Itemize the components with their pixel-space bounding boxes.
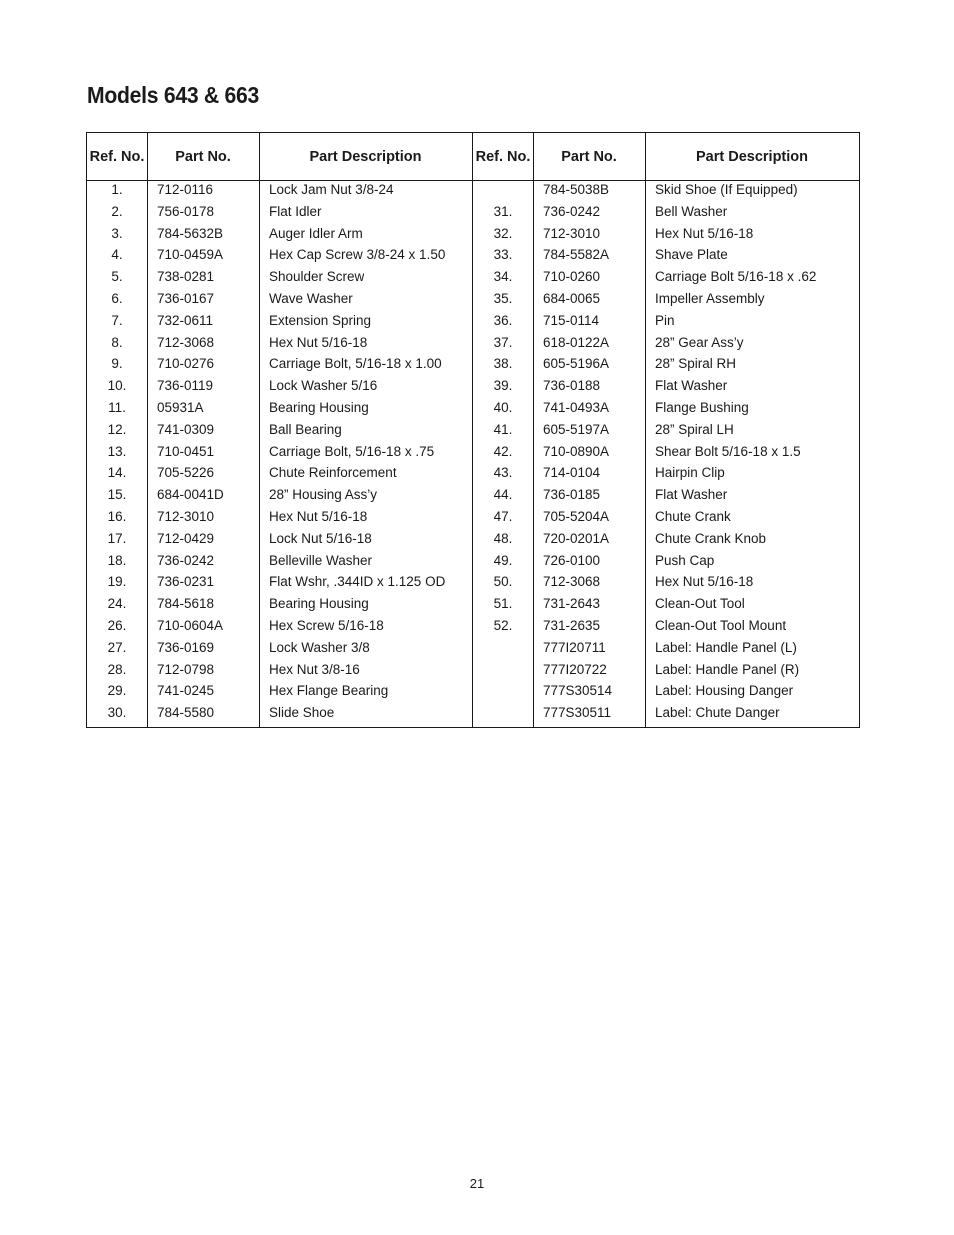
part-description-cell: Bearing Housing <box>269 399 369 415</box>
table-row <box>473 421 859 443</box>
ref-no-cell: 29. <box>107 683 127 699</box>
part-no-cell: 741-0245 <box>157 683 215 699</box>
table-row <box>87 704 472 726</box>
table-row <box>87 203 472 225</box>
table-row <box>473 246 859 268</box>
part-no-cell: 705-5204A <box>543 508 610 524</box>
part-no-cell: 712-3010 <box>543 225 601 241</box>
ref-no-cell: 39. <box>493 378 513 394</box>
part-description-cell: Label: Handle Panel (R) <box>655 661 800 677</box>
part-no-cell: 684-0065 <box>543 290 601 306</box>
part-no-cell: 784-5038B <box>543 182 610 197</box>
ref-no-cell: 31. <box>493 203 513 219</box>
table-body <box>473 181 859 726</box>
part-description-cell: Belleville Washer <box>269 552 373 568</box>
table-row <box>87 639 472 661</box>
ref-no-cell: 37. <box>493 334 513 350</box>
part-description-cell: Wave Washer <box>269 290 353 306</box>
part-description-cell: Label: Housing Danger <box>655 683 794 699</box>
part-description-cell: 28” Spiral RH <box>655 356 737 372</box>
ref-no-cell: 17. <box>107 530 127 546</box>
part-no-cell: 712-0798 <box>157 661 215 677</box>
ref-no-cell: 19. <box>107 574 127 590</box>
ref-no-cell: 49. <box>493 552 513 568</box>
ref-no-cell: 7. <box>111 312 123 328</box>
ref-no-cell: 50. <box>493 574 513 590</box>
ref-no-cell: 32. <box>493 225 513 241</box>
part-no-cell: 712-0116 <box>157 182 214 197</box>
page-title: Models 643 & 663 <box>87 82 260 108</box>
ref-no-cell: 47. <box>493 508 513 524</box>
part-no-cell: 756-0178 <box>157 203 215 219</box>
table-row <box>87 682 472 704</box>
part-no-cell: 05931A <box>157 399 204 415</box>
ref-no-cell: 1. <box>111 182 123 197</box>
ref-no-cell: 44. <box>493 487 513 503</box>
table-row <box>473 661 859 683</box>
ref-no-cell: 5. <box>111 269 123 285</box>
part-description-cell: Slide Shoe <box>269 705 335 721</box>
part-description-cell: Clean-Out Tool Mount <box>655 617 787 633</box>
part-description-cell: Flat Wshr, .344ID x 1.125 OD <box>269 574 446 590</box>
part-description-cell: Pin <box>655 312 675 328</box>
part-description-cell: Hex Nut 3/8-16 <box>269 661 360 677</box>
part-description-cell: 28” Spiral LH <box>655 421 734 437</box>
table-row <box>473 486 859 508</box>
part-no-cell: 710-0451 <box>157 443 215 459</box>
part-no-cell: 618-0122A <box>543 334 610 350</box>
table-body <box>87 181 472 726</box>
part-description-cell: Label: Handle Panel (L) <box>655 639 797 655</box>
table-row <box>87 552 472 574</box>
table-row <box>473 573 859 595</box>
part-no-cell: 715-0114 <box>543 312 600 328</box>
ref-no-cell: 27. <box>107 639 127 655</box>
part-description-cell: Lock Jam Nut 3/8-24 <box>269 182 394 197</box>
table-row <box>87 573 472 595</box>
part-description-cell: Lock Washer 5/16 <box>269 378 378 394</box>
part-no-cell: 731-2635 <box>543 617 601 633</box>
part-no-cell: 741-0493A <box>543 399 610 415</box>
part-no-cell: 777I20711 <box>543 639 606 655</box>
table-row <box>87 268 472 290</box>
part-no-cell: 736-0185 <box>543 487 601 503</box>
ref-no-cell: 13. <box>107 443 127 459</box>
part-no-cell: 736-0169 <box>157 639 215 655</box>
part-no-cell: 736-0188 <box>543 378 601 394</box>
part-description-cell: Hex Nut 5/16-18 <box>269 508 368 524</box>
part-description-cell: Chute Crank Knob <box>655 530 767 546</box>
part-no-cell: 712-0429 <box>157 530 215 546</box>
part-description-cell: 28” Gear Ass’y <box>655 334 744 350</box>
part-no-cell: 726-0100 <box>543 552 601 568</box>
ref-no-cell: 48. <box>493 530 513 546</box>
ref-no-cell: 2. <box>111 203 123 219</box>
part-no-cell: 736-0242 <box>543 203 601 219</box>
ref-no-cell: 43. <box>493 465 513 481</box>
ref-no-cell: 15. <box>107 487 127 503</box>
parts-table-right <box>472 132 860 728</box>
part-description-cell: Hex Nut 5/16-18 <box>269 334 368 350</box>
parts-table-left <box>86 132 473 728</box>
table-row <box>473 334 859 356</box>
ref-no-cell: 38. <box>493 356 513 372</box>
part-description-cell: Bearing Housing <box>269 596 369 612</box>
table-row <box>473 225 859 247</box>
table-header <box>87 133 472 181</box>
ref-no-cell: 3. <box>111 225 123 241</box>
part-no-cell: 710-0890A <box>543 443 610 459</box>
part-description-cell: Carriage Bolt, 5/16-18 x 1.00 <box>269 356 442 372</box>
part-no-cell: 731-2643 <box>543 596 601 612</box>
table-row <box>87 443 472 465</box>
part-description-cell: Label: Chute Danger <box>655 705 780 721</box>
table-row <box>87 617 472 639</box>
part-no-cell: 710-0276 <box>157 356 215 372</box>
part-description-cell: Extension Spring <box>269 312 372 328</box>
table-row <box>473 290 859 312</box>
header-part-description: Part Description <box>309 148 422 165</box>
part-no-cell: 738-0281 <box>157 269 215 285</box>
part-description-cell: Impeller Assembly <box>655 290 765 306</box>
table-row <box>87 661 472 683</box>
ref-no-cell: 11. <box>108 399 126 415</box>
part-no-cell: 784-5580 <box>157 705 215 721</box>
table-row <box>87 355 472 377</box>
part-description-cell: Hex Nut 5/16-18 <box>655 574 754 590</box>
part-no-cell: 710-0459A <box>157 247 224 263</box>
ref-no-cell: 9. <box>111 356 123 372</box>
table-row <box>473 639 859 661</box>
table-row <box>87 530 472 552</box>
ref-no-cell: 33. <box>493 247 513 263</box>
part-no-cell: 712-3068 <box>543 574 601 590</box>
table-row <box>473 312 859 334</box>
ref-no-cell: 8. <box>111 334 123 350</box>
ref-no-cell: 12. <box>107 421 127 437</box>
ref-no-cell: 14. <box>107 465 127 481</box>
header-part-no: Part No. <box>175 148 231 165</box>
ref-no-cell: 52. <box>493 617 513 633</box>
part-no-cell: 710-0260 <box>543 269 601 285</box>
part-no-cell: 777S30511 <box>543 705 612 721</box>
ref-no-cell: 6. <box>111 290 123 306</box>
part-no-cell: 705-5226 <box>157 465 215 481</box>
page-number: 21 <box>469 1176 485 1191</box>
header-ref-no: Ref. No. <box>89 148 145 165</box>
table-row <box>87 334 472 356</box>
table-row <box>473 530 859 552</box>
part-no-cell: 784-5582A <box>543 247 610 263</box>
table-row <box>87 399 472 421</box>
part-no-cell: 736-0242 <box>157 552 215 568</box>
ref-no-cell: 51. <box>493 596 513 612</box>
table-row <box>473 203 859 225</box>
table-row <box>473 552 859 574</box>
table-row <box>473 464 859 486</box>
table-row <box>87 421 472 443</box>
header-part-description: Part Description <box>696 148 808 165</box>
table-row <box>87 290 472 312</box>
table-row <box>473 355 859 377</box>
part-no-cell: 712-3068 <box>157 334 215 350</box>
part-description-cell: Shoulder Screw <box>269 269 365 285</box>
part-description-cell: Flat Idler <box>269 203 322 219</box>
part-no-cell: 710-0604A <box>157 617 224 633</box>
ref-no-cell: 40. <box>493 399 513 415</box>
table-row <box>473 377 859 399</box>
part-no-cell: 784-5618 <box>157 596 215 612</box>
table-header <box>473 133 859 181</box>
table-row <box>87 246 472 268</box>
table-row <box>473 682 859 704</box>
part-description-cell: Hex Screw 5/16-18 <box>269 617 384 633</box>
ref-no-cell: 26. <box>107 617 127 633</box>
part-description-cell: Chute Crank <box>655 508 731 524</box>
ref-no-cell: 42. <box>493 443 513 459</box>
part-no-cell: 732-0611 <box>157 312 214 328</box>
table-row <box>87 312 472 334</box>
part-no-cell: 714-0104 <box>543 465 601 481</box>
part-no-cell: 605-5196A <box>543 356 610 372</box>
part-description-cell: Hex Cap Screw 3/8-24 x 1.50 <box>269 247 446 263</box>
table-row <box>473 268 859 290</box>
table-row <box>473 443 859 465</box>
ref-no-cell: 41. <box>493 421 513 437</box>
table-row <box>87 508 472 530</box>
part-no-cell: 777I20722 <box>543 661 607 677</box>
part-description-cell: Shear Bolt 5/16-18 x 1.5 <box>655 443 801 459</box>
part-description-cell: Flat Washer <box>655 378 728 394</box>
part-description-cell: Carriage Bolt, 5/16-18 x .75 <box>269 443 435 459</box>
part-no-cell: 784-5632B <box>157 225 224 241</box>
part-description-cell: Clean-Out Tool <box>655 596 745 612</box>
part-description-cell: Flat Washer <box>655 487 728 503</box>
table-row <box>87 377 472 399</box>
part-description-cell: Carriage Bolt 5/16-18 x .62 <box>655 269 817 285</box>
part-no-cell: 684-0041D <box>157 487 224 503</box>
part-no-cell: 736-0167 <box>157 290 215 306</box>
table-row <box>473 595 859 617</box>
table-row <box>87 595 472 617</box>
part-description-cell: Flange Bushing <box>655 399 749 415</box>
part-no-cell: 736-0231 <box>157 574 215 590</box>
table-row <box>87 486 472 508</box>
part-description-cell: Bell Washer <box>655 203 728 219</box>
table-row <box>473 399 859 421</box>
table-row <box>473 181 859 203</box>
ref-no-cell: 24. <box>107 596 127 612</box>
part-description-cell: Hex Nut 5/16-18 <box>655 225 754 241</box>
ref-no-cell: 28. <box>107 661 127 677</box>
ref-no-cell: 34. <box>493 269 513 285</box>
part-description-cell: Chute Reinforcement <box>269 465 397 481</box>
part-description-cell: Lock Washer 3/8 <box>269 639 370 655</box>
part-no-cell: 736-0119 <box>157 378 214 394</box>
table-row <box>87 181 472 203</box>
header-ref-no: Ref. No. <box>475 148 531 165</box>
part-no-cell: 741-0309 <box>157 421 215 437</box>
part-description-cell: 28” Housing Ass’y <box>269 487 378 503</box>
part-description-cell: Push Cap <box>655 552 715 568</box>
part-description-cell: Ball Bearing <box>269 421 342 437</box>
part-description-cell: Shave Plate <box>655 247 728 263</box>
part-no-cell: 777S30514 <box>543 683 613 699</box>
part-no-cell: 605-5197A <box>543 421 610 437</box>
table-row <box>473 704 859 726</box>
ref-no-cell: 16. <box>107 508 127 524</box>
table-row <box>473 617 859 639</box>
part-no-cell: 720-0201A <box>543 530 610 546</box>
table-row <box>473 508 859 530</box>
part-description-cell: Hairpin Clip <box>655 465 725 481</box>
part-description-cell: Auger Idler Arm <box>269 225 363 241</box>
header-part-no: Part No. <box>561 148 617 165</box>
table-row <box>87 464 472 486</box>
ref-no-cell: 4. <box>111 247 123 263</box>
part-description-cell: Hex Flange Bearing <box>269 683 389 699</box>
ref-no-cell: 36. <box>493 312 513 328</box>
ref-no-cell: 30. <box>107 705 127 721</box>
part-description-cell: Skid Shoe (If Equipped) <box>655 182 798 197</box>
ref-no-cell: 10. <box>107 378 127 394</box>
ref-no-cell: 18. <box>107 552 127 568</box>
table-row <box>87 225 472 247</box>
part-description-cell: Lock Nut 5/16-18 <box>269 530 372 546</box>
parts-list-tables <box>86 132 860 728</box>
ref-no-cell: 35. <box>493 290 513 306</box>
part-no-cell: 712-3010 <box>157 508 215 524</box>
